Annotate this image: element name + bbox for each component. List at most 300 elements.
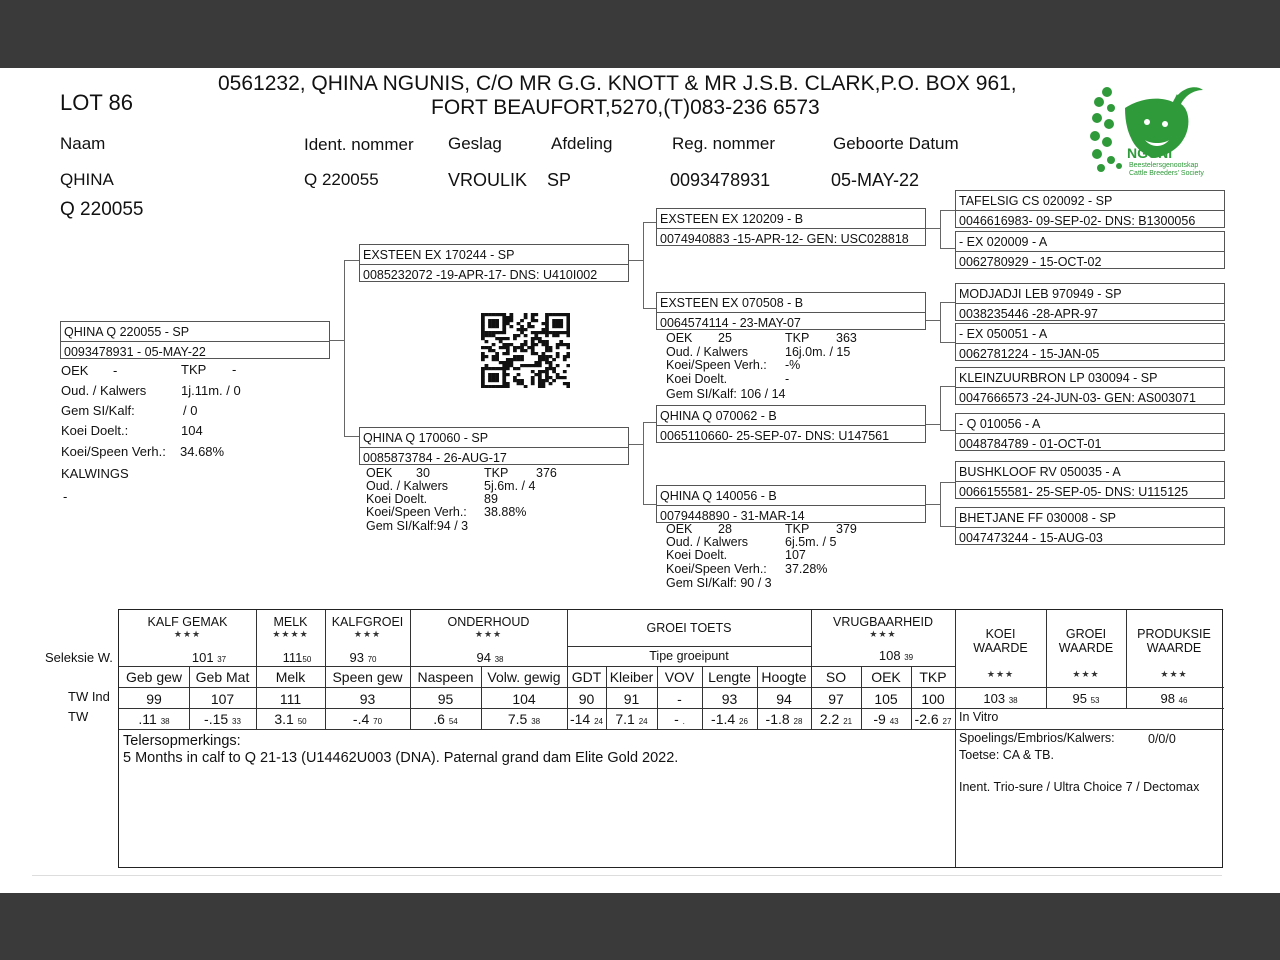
tw-cell: [811, 712, 861, 726]
footer-divider: [32, 875, 1222, 876]
tw-value: -1.4: [711, 711, 736, 727]
dam-oud-label: Oud. / Kalwers: [366, 479, 448, 493]
qr-module: [545, 343, 549, 346]
value: 103: [983, 691, 1006, 706]
connector: [344, 260, 345, 437]
qr-module: [502, 361, 506, 364]
qr-module: [502, 343, 506, 346]
tw-accuracy: 27: [942, 717, 952, 726]
qr-module: [534, 352, 538, 355]
qr-module: [488, 313, 492, 316]
animal-name: QHINA: [60, 170, 114, 189]
qr-module: [485, 340, 489, 343]
column-header: VOV: [664, 669, 695, 685]
qr-module: [506, 349, 510, 352]
qr-module: [524, 385, 528, 388]
subject-oek-value: -: [113, 363, 118, 378]
qr-module: [502, 379, 506, 382]
sire-line-2: 0085232072 -19-APR-17- DNS: U410I002: [363, 268, 598, 282]
qr-module: [524, 349, 528, 352]
qr-module: [538, 340, 542, 343]
tw-accuracy: .: [682, 717, 685, 726]
qr-module: [481, 367, 485, 370]
qr-module: [495, 379, 499, 382]
sds-line-2: 0038235446 -28-APR-97: [959, 307, 1098, 321]
remarks-text: 5 Months in calf to Q 21-13 (U14462U003 (DNA). Paternal grand dam Elite Gold 2022.: [123, 750, 679, 766]
tw-value: 2.2: [819, 711, 840, 727]
tw-cell: [757, 712, 811, 726]
tw-ind-cell: 90: [578, 691, 595, 707]
qr-module: [520, 343, 524, 346]
remarks-label: Telersopmerkings:: [123, 733, 241, 749]
qr-module: [485, 355, 489, 358]
dam-tkp-label: TKP: [484, 466, 509, 480]
qr-module: [485, 334, 489, 337]
sd-tkp-label: TKP: [785, 331, 810, 345]
qr-module: [495, 352, 499, 355]
sub: 53: [1090, 696, 1100, 705]
dd-oek-value: 28: [718, 522, 732, 536]
qr-module: [545, 367, 549, 370]
qr-module: [527, 346, 531, 349]
qr-module: [545, 328, 549, 331]
qr-module: [495, 331, 499, 334]
qr-module: [545, 313, 549, 316]
connector: [926, 504, 940, 505]
stars-onderhoud: ★★★: [474, 629, 503, 639]
qr-module: [545, 349, 549, 352]
qr-module: [545, 325, 549, 328]
qr-module: [506, 385, 510, 388]
qr-module: [488, 325, 492, 328]
tw-ind-cell: 93: [359, 691, 376, 707]
qr-module: [513, 358, 517, 361]
label-geboorte: Geboorte Datum: [833, 134, 959, 153]
qr-module: [485, 331, 489, 334]
qr-module: [520, 364, 524, 367]
subject-speen-value: 34.68%: [180, 444, 225, 459]
qr-module: [531, 382, 535, 385]
qr-module: [481, 337, 485, 340]
qr-module: [506, 382, 510, 385]
qr-module: [545, 355, 549, 358]
qr-module: [556, 325, 560, 328]
tw-cell: [410, 712, 481, 726]
sd-tkp-value: 363: [836, 331, 857, 345]
dam-oek-label: OEK: [366, 466, 393, 480]
qr-module: [524, 340, 528, 343]
box-divider: [956, 343, 1224, 344]
animal-ident: Q 220055: [304, 170, 379, 189]
tw-value: -.15: [204, 711, 229, 727]
qr-module: [534, 319, 538, 322]
qr-module: [502, 313, 506, 316]
tw-value: 7.1: [615, 711, 635, 727]
dd-speen-value: 37.28%: [785, 562, 828, 576]
qr-module: [481, 322, 485, 325]
qr-module: [517, 334, 521, 337]
qr-module: [534, 337, 538, 340]
qr-module: [556, 343, 560, 346]
qr-module: [556, 319, 560, 322]
qr-module: [566, 328, 570, 331]
qr-module: [538, 379, 542, 382]
qr-module: [552, 379, 556, 382]
spoelings-value: 0/0/0: [1148, 732, 1176, 746]
connector: [940, 482, 941, 526]
connector: [926, 320, 940, 321]
qr-module: [509, 319, 513, 322]
qr-module: [502, 385, 506, 388]
dd-tkp-value: 379: [836, 522, 857, 536]
qr-module: [509, 325, 513, 328]
column-header: OEK: [871, 669, 901, 685]
subject-line-2: 0093478931 - 05-MAY-22: [64, 345, 206, 359]
pedigree-ddd: [955, 507, 1225, 545]
tw-accuracy: 38: [531, 717, 541, 726]
qr-module: [502, 319, 506, 322]
qr-module: [485, 346, 489, 349]
qr-module: [538, 358, 542, 361]
qr-module: [534, 373, 538, 376]
sd-speen-label: Koei/Speen Verh.:: [666, 358, 767, 372]
qr-module: [513, 355, 517, 358]
qr-module: [566, 331, 570, 334]
qr-module: [549, 346, 553, 349]
qr-module: [534, 343, 538, 346]
box-divider: [956, 303, 1224, 304]
dd-koei-label: Koei Doelt.: [666, 548, 728, 562]
tw-accuracy: 33: [232, 717, 241, 726]
qr-module: [531, 349, 535, 352]
qr-module: [520, 325, 524, 328]
qr-module: [488, 319, 492, 322]
qr-module: [542, 328, 546, 331]
qr-module: [520, 379, 524, 382]
qr-module: [488, 385, 492, 388]
dam-speen-label: Koei/Speen Verh.:: [366, 505, 467, 519]
qr-module: [531, 352, 535, 355]
grid-line: [119, 708, 1224, 709]
qr-module: [542, 370, 546, 373]
sd-koei-value: -: [785, 372, 790, 386]
seleksie-sub: 38: [494, 655, 504, 664]
qr-module: [542, 379, 546, 382]
column-header: Kleiber: [609, 669, 654, 685]
qr-module: [492, 358, 496, 361]
group-kalfgroei: KALFGROEI: [331, 615, 404, 629]
sd-gem-line: Gem SI/Kalf: 106 / 14: [666, 387, 786, 401]
qr-module: [531, 331, 535, 334]
tw-value: -: [674, 711, 679, 727]
qr-module: [481, 352, 485, 355]
grid-line: [119, 687, 1224, 688]
qr-module: [552, 325, 556, 328]
group-vrugbaarheid: VRUGBAARHEID: [832, 615, 934, 629]
stars-produksie-waarde: ★★★: [1160, 669, 1188, 679]
pedigree-dss: [955, 367, 1225, 405]
subject-oek-label: OEK: [61, 363, 89, 378]
qr-module: [556, 352, 560, 355]
label-geslag: Geslag: [448, 134, 502, 153]
connector: [926, 228, 940, 229]
qr-module: [549, 367, 553, 370]
qr-module: [566, 343, 570, 346]
tw-cell: [702, 712, 757, 726]
qr-module: [520, 328, 524, 331]
qr-module: [492, 379, 496, 382]
qr-module: [542, 385, 546, 388]
qr-module: [520, 382, 524, 385]
stars-kalfgroei: ★★★: [353, 629, 382, 639]
qr-module: [506, 364, 510, 367]
dam-oek-value: 30: [416, 466, 430, 480]
tw-ind-koei: [955, 692, 1046, 705]
tw-ind-cell: 99: [146, 691, 162, 707]
qr-module: [556, 331, 560, 334]
ssd-line-1: - EX 020009 - A: [959, 235, 1048, 249]
qr-module: [563, 355, 567, 358]
qr-module: [527, 364, 531, 367]
dds-line-2: 0066155581- 25-SEP-05- DNS: U115125: [959, 485, 1189, 499]
qr-module: [488, 346, 492, 349]
qr-module: [556, 346, 560, 349]
qr-module: [495, 337, 499, 340]
qr-module: [499, 346, 503, 349]
qr-module: [545, 373, 549, 376]
dam-gem-line: Gem SI/Kalf:94 / 3: [366, 519, 469, 533]
connector: [926, 424, 940, 425]
qr-module: [566, 316, 570, 319]
qr-module: [524, 328, 528, 331]
tw-ind-cell: 107: [210, 691, 235, 707]
qr-module: [552, 322, 556, 325]
qr-module: [552, 367, 556, 370]
tw-cell: [119, 712, 189, 726]
stars-melk: ★★★★: [272, 629, 309, 639]
box-divider: [657, 312, 925, 313]
qr-module: [524, 343, 528, 346]
qr-module: [502, 325, 506, 328]
qr-module: [524, 364, 528, 367]
row-label-tw-ind: TW Ind: [68, 689, 110, 704]
tw-cell: [861, 712, 911, 726]
qr-module: [538, 331, 542, 334]
tw-value: -.4: [352, 711, 370, 727]
qr-module: [552, 331, 556, 334]
row-label-seleksie: Seleksie W.: [45, 650, 113, 665]
seleksie-value: 101: [191, 650, 214, 665]
connector: [940, 302, 956, 303]
qr-module: [542, 382, 546, 385]
connector: [643, 422, 657, 423]
qr-module: [563, 331, 567, 334]
qr-module: [566, 382, 570, 385]
qr-module: [524, 334, 528, 337]
qr-module: [559, 322, 563, 325]
grid-line: [567, 646, 811, 647]
dd-tkp-label: TKP: [785, 522, 810, 536]
qr-module: [538, 385, 542, 388]
qr-module: [552, 319, 556, 322]
qr-module: [492, 349, 496, 352]
group-koei-waarde-2: WAARDE: [973, 641, 1028, 655]
tw-accuracy: 24: [638, 717, 648, 726]
label-naam: Naam: [60, 134, 106, 153]
pedigree-dam-sire: [656, 405, 926, 443]
qr-module: [499, 340, 503, 343]
connector: [643, 422, 644, 504]
qr-module: [517, 379, 521, 382]
connector: [940, 526, 956, 527]
qr-module: [495, 385, 499, 388]
box-divider: [956, 387, 1224, 388]
qr-module: [520, 331, 524, 334]
tw-ind-cell: 104: [512, 691, 536, 707]
column-header: GDT: [571, 669, 602, 685]
tw-accuracy: 24: [594, 717, 604, 726]
tw-accuracy: 28: [793, 717, 803, 726]
group-produksie-waarde-1: PRODUKSIE: [1137, 627, 1211, 641]
dam-koei-label: Koei Doelt.: [366, 492, 428, 506]
qr-module: [566, 325, 570, 328]
group-melk: MELK: [273, 615, 308, 629]
tw-accuracy: 26: [739, 717, 748, 726]
column-header: Speen gew: [332, 669, 403, 685]
seleksie-value: 93: [349, 650, 364, 665]
subject-oud-value: 1j.11m. / 0: [181, 383, 241, 398]
box-divider: [956, 527, 1224, 528]
qr-module: [545, 346, 549, 349]
dam-oud-value: 5j.6m. / 4: [484, 479, 536, 493]
qr-module: [481, 313, 485, 316]
qr-module: [545, 340, 549, 343]
seleksie-kalfgroei: [325, 651, 401, 664]
seleksie-value: 94: [476, 650, 491, 665]
qr-module: [502, 337, 506, 340]
dd-line-1: QHINA Q 140056 - B: [660, 489, 777, 503]
stars-koei-waarde: ★★★: [986, 669, 1015, 679]
toetse-text: Toetse: CA & TB.: [959, 748, 1054, 762]
logo-name: NGUNI: [1127, 145, 1173, 161]
qr-module: [556, 373, 560, 376]
pedigree-dam-dam: [656, 485, 926, 523]
tw-cell: [567, 712, 606, 726]
tw-value: -9: [873, 711, 886, 727]
qr-module: [566, 352, 570, 355]
connector: [940, 302, 941, 342]
sdd-line-2: 0062781224 - 15-JAN-05: [959, 347, 1100, 361]
qr-module: [531, 376, 535, 379]
qr-module: [542, 355, 546, 358]
tw-value: 3.1: [274, 711, 294, 727]
pedigree-ssd: [955, 231, 1225, 269]
subject-line-1: QHINA Q 220055 - SP: [64, 325, 190, 339]
qr-module: [502, 373, 506, 376]
qr-module: [495, 376, 499, 379]
qr-module: [520, 319, 524, 322]
qr-module: [542, 340, 546, 343]
tw-ind-cell: 97: [828, 691, 844, 707]
qr-module: [563, 382, 567, 385]
qr-module: [481, 358, 485, 361]
qr-module: [517, 328, 521, 331]
tw-ind-cell: 93: [721, 691, 738, 707]
qr-module: [563, 376, 567, 379]
box-divider: [657, 228, 925, 229]
qr-module: [481, 328, 485, 331]
tw-cell: [657, 712, 702, 726]
qr-module: [566, 385, 570, 388]
qr-module: [538, 355, 542, 358]
qr-module: [542, 343, 546, 346]
qr-module: [506, 367, 510, 370]
inent-text: Inent. Trio-sure / Ultra Choice 7 / Dectomax: [959, 780, 1200, 794]
qr-module: [499, 361, 503, 364]
qr-module: [481, 373, 485, 376]
qr-module: [559, 313, 563, 316]
tw-accuracy: 43: [889, 717, 899, 726]
qr-module: [538, 370, 542, 373]
column-header: Melk: [275, 669, 306, 685]
sss-line-1: TAFELSIG CS 020092 - SP: [959, 194, 1113, 208]
tw-value: .6: [433, 711, 445, 727]
qr-module: [520, 358, 524, 361]
breeding-values-table: [118, 609, 1223, 868]
sire-line-1: EXSTEEN EX 170244 - SP: [363, 248, 515, 262]
subject-gem-value: / 0: [183, 403, 198, 418]
dd-oud-label: Oud. / Kalwers: [666, 535, 748, 549]
qr-module: [559, 376, 563, 379]
qr-module: [517, 346, 521, 349]
ddd-line-2: 0047473244 - 15-AUG-03: [959, 531, 1103, 545]
sds-line-1: MODJADJI LEB 970949 - SP: [959, 287, 1122, 301]
qr-module: [531, 364, 535, 367]
connector: [940, 482, 956, 483]
qr-module: [566, 322, 570, 325]
group-groei-waarde-2: WAARDE: [1058, 641, 1114, 655]
nguni-logo: [1085, 78, 1230, 180]
tw-cell: [606, 712, 657, 726]
seleksie-value: 108: [878, 648, 901, 663]
qr-module: [492, 343, 496, 346]
tw-accuracy: 50: [297, 717, 307, 726]
qr-module: [488, 349, 492, 352]
qr-module: [506, 346, 510, 349]
dsd-line-1: - Q 010056 - A: [959, 417, 1041, 431]
qr-module: [517, 373, 521, 376]
grid-line: [119, 666, 955, 667]
qr-module: [559, 325, 563, 328]
qr-module: [517, 358, 521, 361]
pedigree-sire-dam: [656, 292, 926, 330]
pedigree-sire: [359, 244, 629, 282]
tw-value: -2.6: [914, 711, 939, 727]
qr-module: [481, 316, 485, 319]
tw-accuracy: 70: [373, 717, 383, 726]
ds-line-2: 0065110660- 25-SEP-07- DNS: U147561: [660, 429, 890, 443]
dam-speen-value: 38.88%: [484, 505, 527, 519]
dds-line-1: BUSHKLOOF RV 050035 - A: [959, 465, 1121, 479]
pedigree-sss: [955, 190, 1225, 228]
qr-module: [545, 334, 549, 337]
qr-module: [492, 376, 496, 379]
logo-subtitle-2: Cattle Breeders' Society: [1129, 170, 1204, 177]
grid-line: [119, 729, 1224, 730]
qr-module: [499, 313, 503, 316]
pedigree-dds: [955, 461, 1225, 499]
tw-value: -1.8: [765, 711, 790, 727]
